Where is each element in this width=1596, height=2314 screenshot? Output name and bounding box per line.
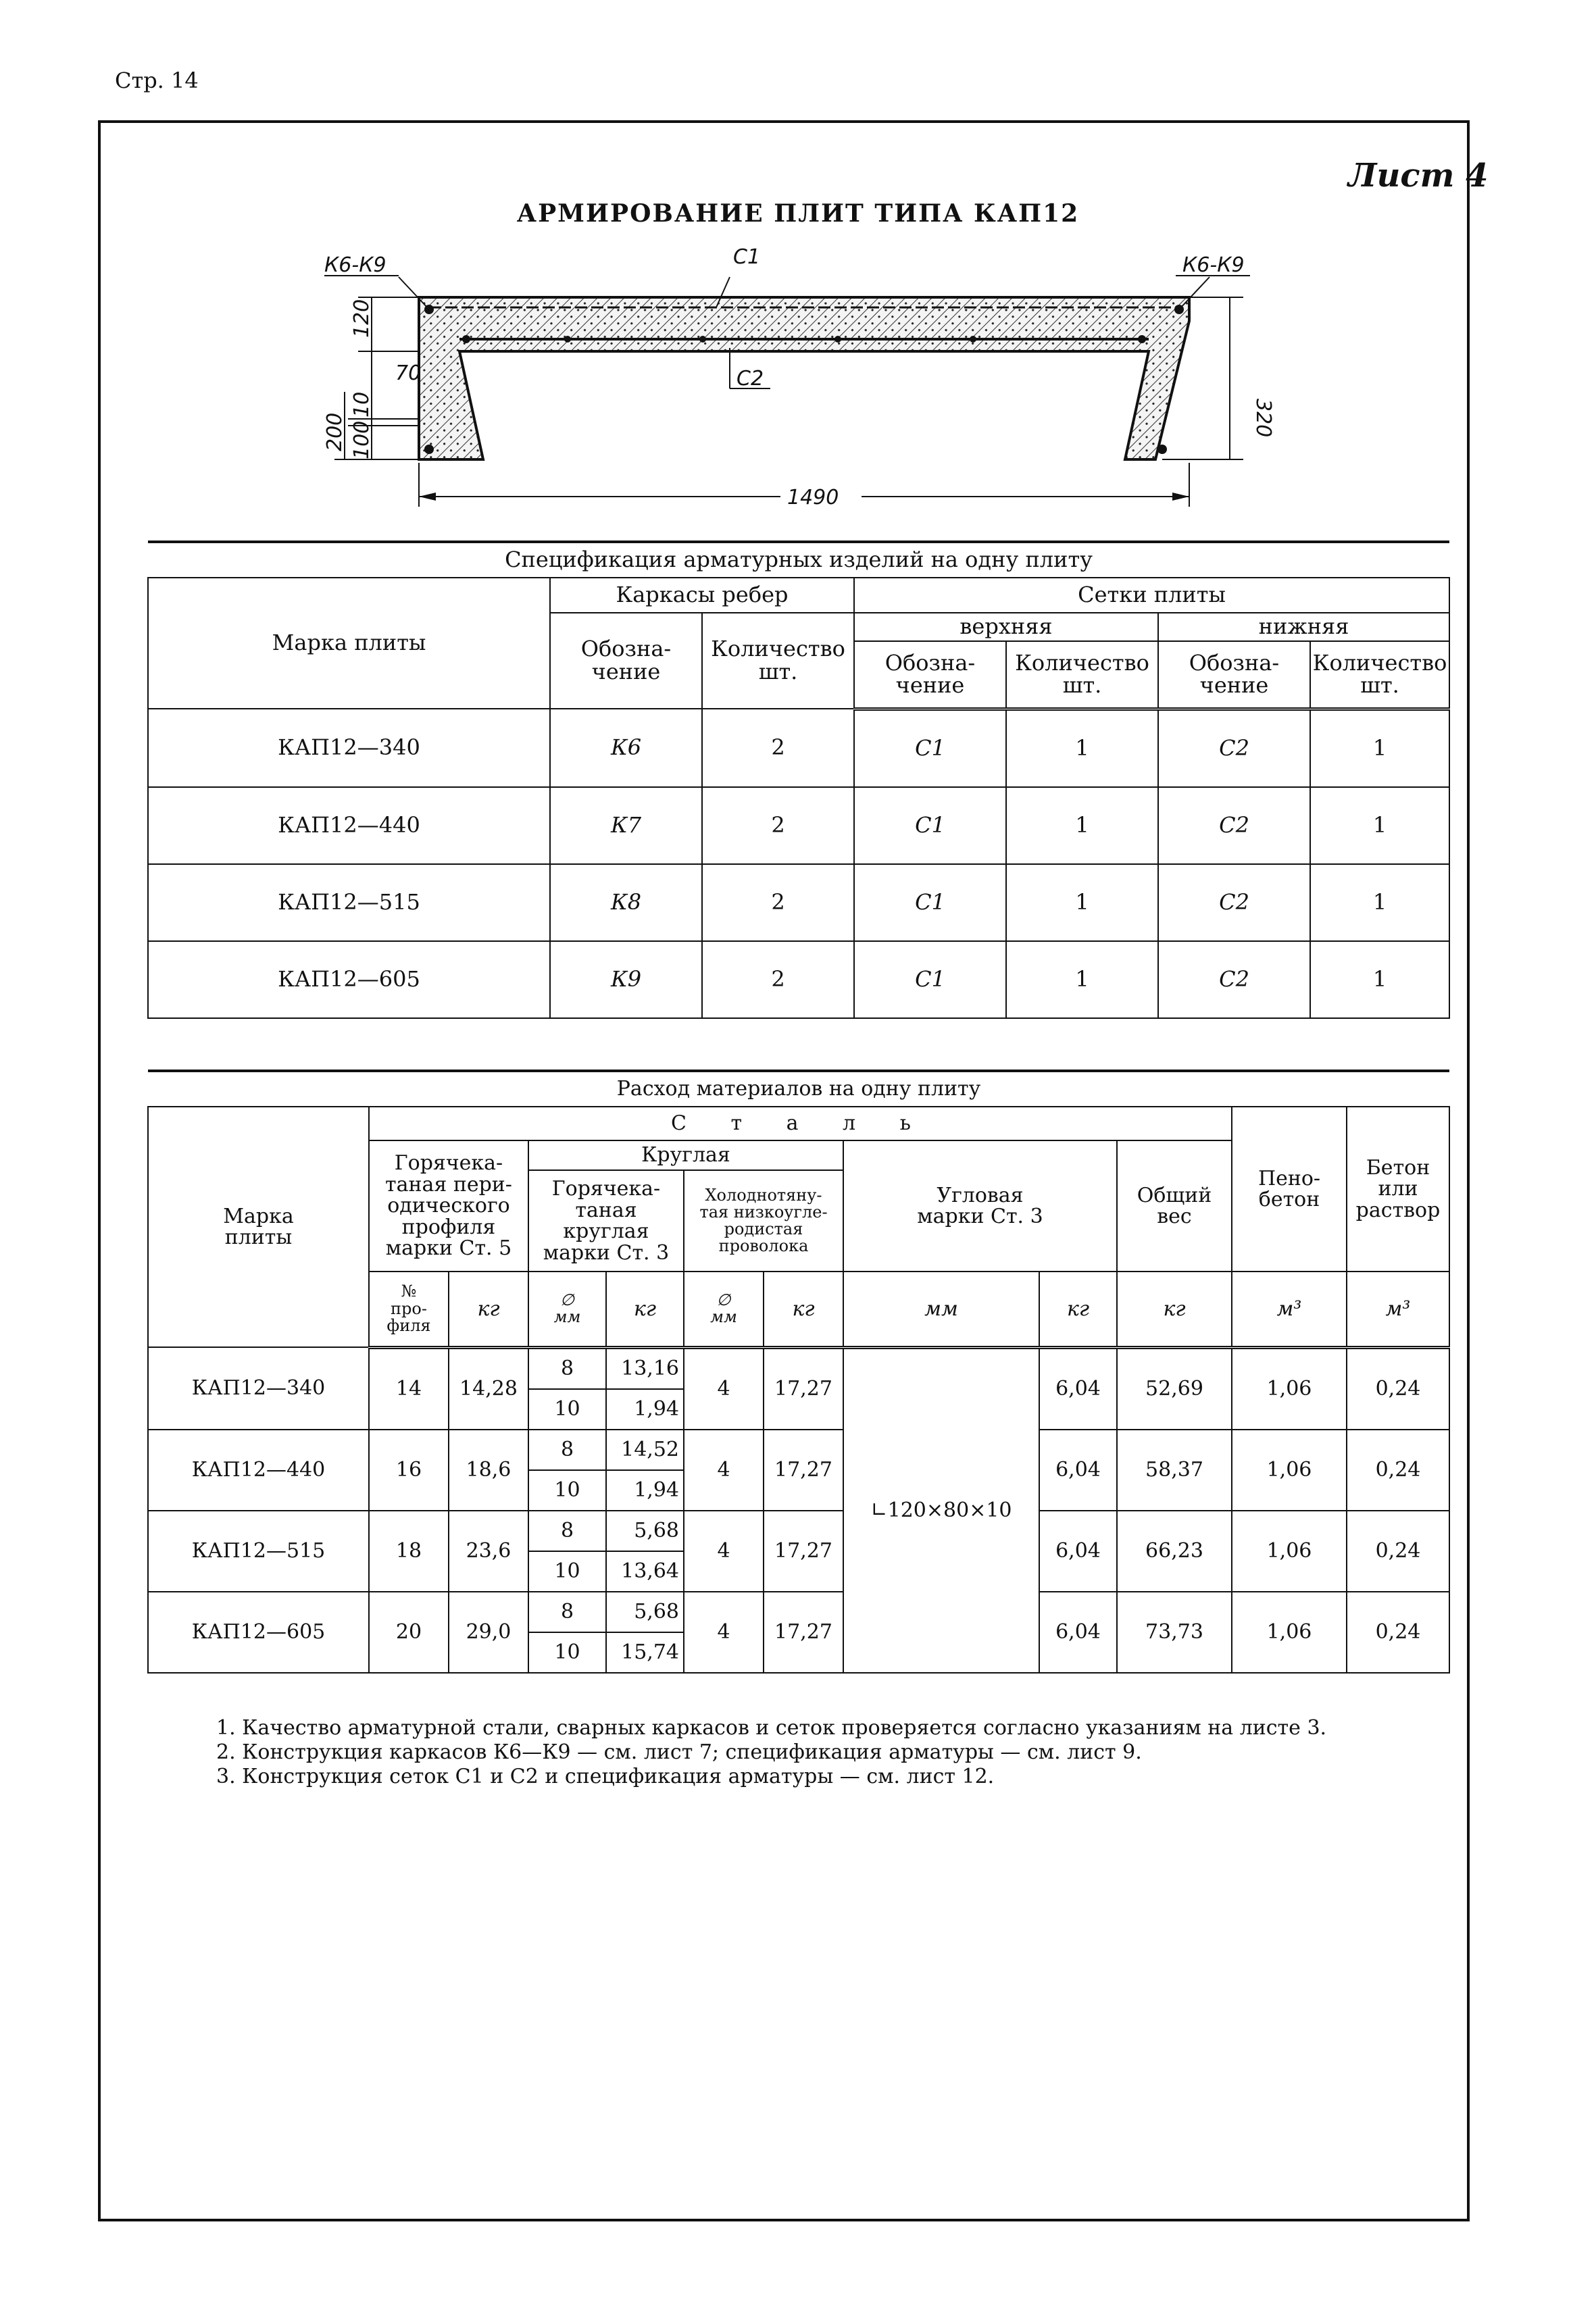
mat-cell-concrete: 0,24 — [1347, 1511, 1449, 1592]
mat-u-kg: кг — [1039, 1272, 1117, 1347]
mat-cell-kg1: 5,68 — [606, 1592, 684, 1632]
mat-cell-wire-kg: 17,27 — [764, 1430, 843, 1511]
spec-cell-mark: КАП12—515 — [148, 864, 550, 941]
spec-cell-mark: КАП12—605 — [148, 941, 550, 1018]
mat-cell-angle-kg: 6,04 — [1039, 1430, 1117, 1511]
spec-cell-upper-qty: 1 — [1006, 709, 1158, 787]
mat-cell-profile-no: 16 — [369, 1430, 449, 1511]
mat-cell-d2: 10 — [528, 1551, 606, 1592]
mat-cell-kg1: 13,16 — [606, 1347, 684, 1389]
reinforcement-spec-table — [147, 540, 1450, 1019]
mat-cell-profile-no: 18 — [369, 1511, 449, 1592]
mat-u-diameter: ∅ мм — [528, 1272, 606, 1347]
mat-h-cold-wire: Холоднотяну- тая низкоугле- родистая проволока — [684, 1170, 843, 1272]
materials-caption: Расход материалов на одну плиту — [148, 1071, 1449, 1107]
note-item: 2. Конструкция каркасов К6—К9 — см. лист 7; спецификация арматуры — см. лист 9. — [216, 1740, 1142, 1764]
spec-cell-lower: С2 — [1158, 941, 1310, 1018]
spec-group-lower: нижняя — [1158, 613, 1449, 641]
spec-cell-lower: С2 — [1158, 709, 1310, 787]
mat-u-kg: кг — [606, 1272, 684, 1347]
spec-cell-upper: С1 — [854, 709, 1006, 787]
mat-cell-kg1: 5,68 — [606, 1511, 684, 1551]
mat-cell-mark: КАП12—440 — [148, 1430, 369, 1511]
bottom-mesh-label: С2 — [737, 367, 764, 391]
mat-cell-wire-kg: 17,27 — [764, 1592, 843, 1673]
mat-cell-d1: 8 — [528, 1592, 606, 1632]
spec-cell-lower-qty: 1 — [1310, 941, 1449, 1018]
mat-cell-concrete: 0,24 — [1347, 1430, 1449, 1511]
note-item: 1. Качество арматурной стали, сварных каркасов и сеток проверяется согласно указаниям на листе 3. — [216, 1716, 1327, 1740]
mat-cell-concrete: 0,24 — [1347, 1592, 1449, 1673]
spec-col-mark: Марка плиты — [148, 578, 550, 709]
materials-row — [148, 1430, 1449, 1470]
spec-cell-upper: С1 — [854, 787, 1006, 864]
mat-cell-foam: 1,06 — [1232, 1511, 1347, 1592]
mat-cell-angle-kg: 6,04 — [1039, 1511, 1117, 1592]
spec-cell-lower: С2 — [1158, 864, 1310, 941]
mat-h-concrete: Бетон или раствор — [1347, 1107, 1449, 1272]
materials-row — [148, 1347, 1449, 1389]
mat-cell-wire-d: 4 — [684, 1592, 764, 1673]
mat-h-foam-concrete: Пено- бетон — [1232, 1107, 1347, 1272]
mat-cell-kg1: 14,52 — [606, 1430, 684, 1470]
dim-1490: 1490 — [787, 486, 839, 509]
mat-cell-concrete: 0,24 — [1347, 1347, 1449, 1430]
spec-group-upper: верхняя — [854, 613, 1158, 641]
mat-cell-angle-profile: ∟120×80×10 — [843, 1347, 1039, 1673]
mat-cell-d2: 10 — [528, 1632, 606, 1673]
mat-cell-profile-no: 20 — [369, 1592, 449, 1673]
spec-caption: Спецификация арматурных изделий на одну плиту — [148, 542, 1449, 578]
mat-u-m3: м³ — [1347, 1272, 1449, 1347]
dim-320: 320 — [1251, 399, 1275, 438]
spec-cell-lower-qty: 1 — [1310, 864, 1449, 941]
mat-cell-d1: 8 — [528, 1511, 606, 1551]
mat-h-total-weight: Общий вес — [1117, 1140, 1232, 1272]
top-mesh-label: С1 — [733, 245, 761, 269]
mat-cell-mark: КАП12—340 — [148, 1347, 369, 1430]
mat-cell-foam: 1,06 — [1232, 1347, 1347, 1430]
spec-cell-frame-qty: 2 — [702, 709, 854, 787]
spec-row — [148, 864, 1449, 941]
mat-cell-mark: КАП12—605 — [148, 1592, 369, 1673]
mat-cell-d2: 10 — [528, 1389, 606, 1430]
mat-cell-profile-no: 14 — [369, 1347, 449, 1430]
mat-cell-d1: 8 — [528, 1430, 606, 1470]
slab-cross-section-drawing — [284, 236, 1338, 520]
mat-cell-total: 58,37 — [1117, 1430, 1232, 1511]
mat-cell-kg2: 1,94 — [606, 1470, 684, 1511]
spec-cell-upper-qty: 1 — [1006, 864, 1158, 941]
spec-h-upper-designation: Обозна- чение — [854, 641, 1006, 709]
mat-group-round: Круглая — [528, 1140, 843, 1170]
mat-cell-profile-kg: 23,6 — [449, 1511, 528, 1592]
mat-u-diameter: ∅ мм — [684, 1272, 764, 1347]
mat-cell-foam: 1,06 — [1232, 1430, 1347, 1511]
mat-cell-total: 52,69 — [1117, 1347, 1232, 1430]
spec-cell-upper: С1 — [854, 941, 1006, 1018]
mat-cell-wire-d: 4 — [684, 1511, 764, 1592]
mat-cell-wire-d: 4 — [684, 1430, 764, 1511]
drawing-title: АРМИРОВАНИЕ ПЛИТ ТИПА КАП12 — [516, 199, 1080, 228]
materials-table — [147, 1070, 1450, 1674]
spec-cell-lower-qty: 1 — [1310, 709, 1449, 787]
mat-cell-profile-kg: 29,0 — [449, 1592, 528, 1673]
dim-10: 10 — [350, 391, 374, 418]
spec-h-frame-quantity: Количество шт. — [702, 613, 854, 709]
spec-h-lower-quantity: Количество шт. — [1310, 641, 1449, 709]
right-frame-label: К6-К9 — [1182, 253, 1245, 277]
mat-u-m3: м³ — [1232, 1272, 1347, 1347]
spec-cell-frame: К9 — [550, 941, 702, 1018]
materials-row — [148, 1511, 1449, 1551]
spec-cell-frame: К8 — [550, 864, 702, 941]
spec-cell-upper-qty: 1 — [1006, 787, 1158, 864]
left-frame-label: К6-К9 — [324, 253, 386, 277]
sheet-label: Лист 4 — [1348, 157, 1489, 195]
mat-cell-total: 66,23 — [1117, 1511, 1232, 1592]
notes — [216, 1716, 1473, 1789]
spec-cell-frame-qty: 2 — [702, 941, 854, 1018]
spec-cell-upper-qty: 1 — [1006, 941, 1158, 1018]
mat-cell-angle-kg: 6,04 — [1039, 1592, 1117, 1673]
spec-group-frames: Каркасы ребер — [550, 578, 854, 613]
mat-h-hot-periodic: Горячека- таная пери- одического профиля марки Ст. 5 — [369, 1140, 528, 1272]
mat-cell-kg2: 1,94 — [606, 1389, 684, 1430]
spec-cell-frame: К6 — [550, 709, 702, 787]
dim-120: 120 — [350, 299, 374, 338]
spec-cell-mark: КАП12—340 — [148, 709, 550, 787]
spec-h-upper-quantity: Количество шт. — [1006, 641, 1158, 709]
mat-u-mm: мм — [843, 1272, 1039, 1347]
mat-cell-profile-kg: 14,28 — [449, 1347, 528, 1430]
mat-col-mark: Марка плиты — [148, 1107, 369, 1347]
spec-cell-frame-qty: 2 — [702, 787, 854, 864]
spec-cell-lower: С2 — [1158, 787, 1310, 864]
materials-row — [148, 1592, 1449, 1632]
dim-70: 70 — [395, 361, 422, 385]
mat-u-kg: кг — [764, 1272, 843, 1347]
dim-200: 200 — [323, 412, 347, 451]
mat-cell-wire-kg: 17,27 — [764, 1347, 843, 1430]
mat-h-hot-round: Горячека- таная круглая марки Ст. 3 — [528, 1170, 684, 1272]
note-item: 3. Конструкция сеток С1 и С2 и спецификация арматуры — см. лист 12. — [216, 1765, 995, 1788]
mat-cell-kg2: 15,74 — [606, 1632, 684, 1673]
spec-cell-frame-qty: 2 — [702, 864, 854, 941]
mat-u-kg: кг — [1117, 1272, 1232, 1347]
mat-cell-mark: КАП12—515 — [148, 1511, 369, 1592]
page-header: Стр. 14 — [115, 68, 199, 93]
mat-cell-angle-kg: 6,04 — [1039, 1347, 1117, 1430]
mat-u-profile-no: № про- филя — [369, 1272, 449, 1347]
slab-section — [419, 297, 1189, 459]
spec-row — [148, 709, 1449, 787]
spec-row — [148, 787, 1449, 864]
mat-u-kg: кг — [449, 1272, 528, 1347]
spec-cell-lower-qty: 1 — [1310, 787, 1449, 864]
mat-cell-profile-kg: 18,6 — [449, 1430, 528, 1511]
spec-row — [148, 941, 1449, 1018]
spec-cell-frame: К7 — [550, 787, 702, 864]
spec-cell-upper: С1 — [854, 864, 1006, 941]
mat-cell-wire-kg: 17,27 — [764, 1511, 843, 1592]
mat-cell-foam: 1,06 — [1232, 1592, 1347, 1673]
mat-cell-kg2: 13,64 — [606, 1551, 684, 1592]
spec-h-frame-designation: Обозна- чение — [550, 613, 702, 709]
mat-cell-d1: 8 — [528, 1347, 606, 1389]
dim-100: 100 — [350, 420, 374, 459]
mat-cell-d2: 10 — [528, 1470, 606, 1511]
mat-cell-wire-d: 4 — [684, 1347, 764, 1430]
mat-group-steel: С т а л ь — [369, 1107, 1232, 1140]
mat-cell-total: 73,73 — [1117, 1592, 1232, 1673]
spec-group-meshes: Сетки плиты — [854, 578, 1449, 613]
spec-h-lower-designation: Обозна- чение — [1158, 641, 1310, 709]
mat-h-angle: Угловая марки Ст. 3 — [843, 1140, 1117, 1272]
spec-cell-mark: КАП12—440 — [148, 787, 550, 864]
